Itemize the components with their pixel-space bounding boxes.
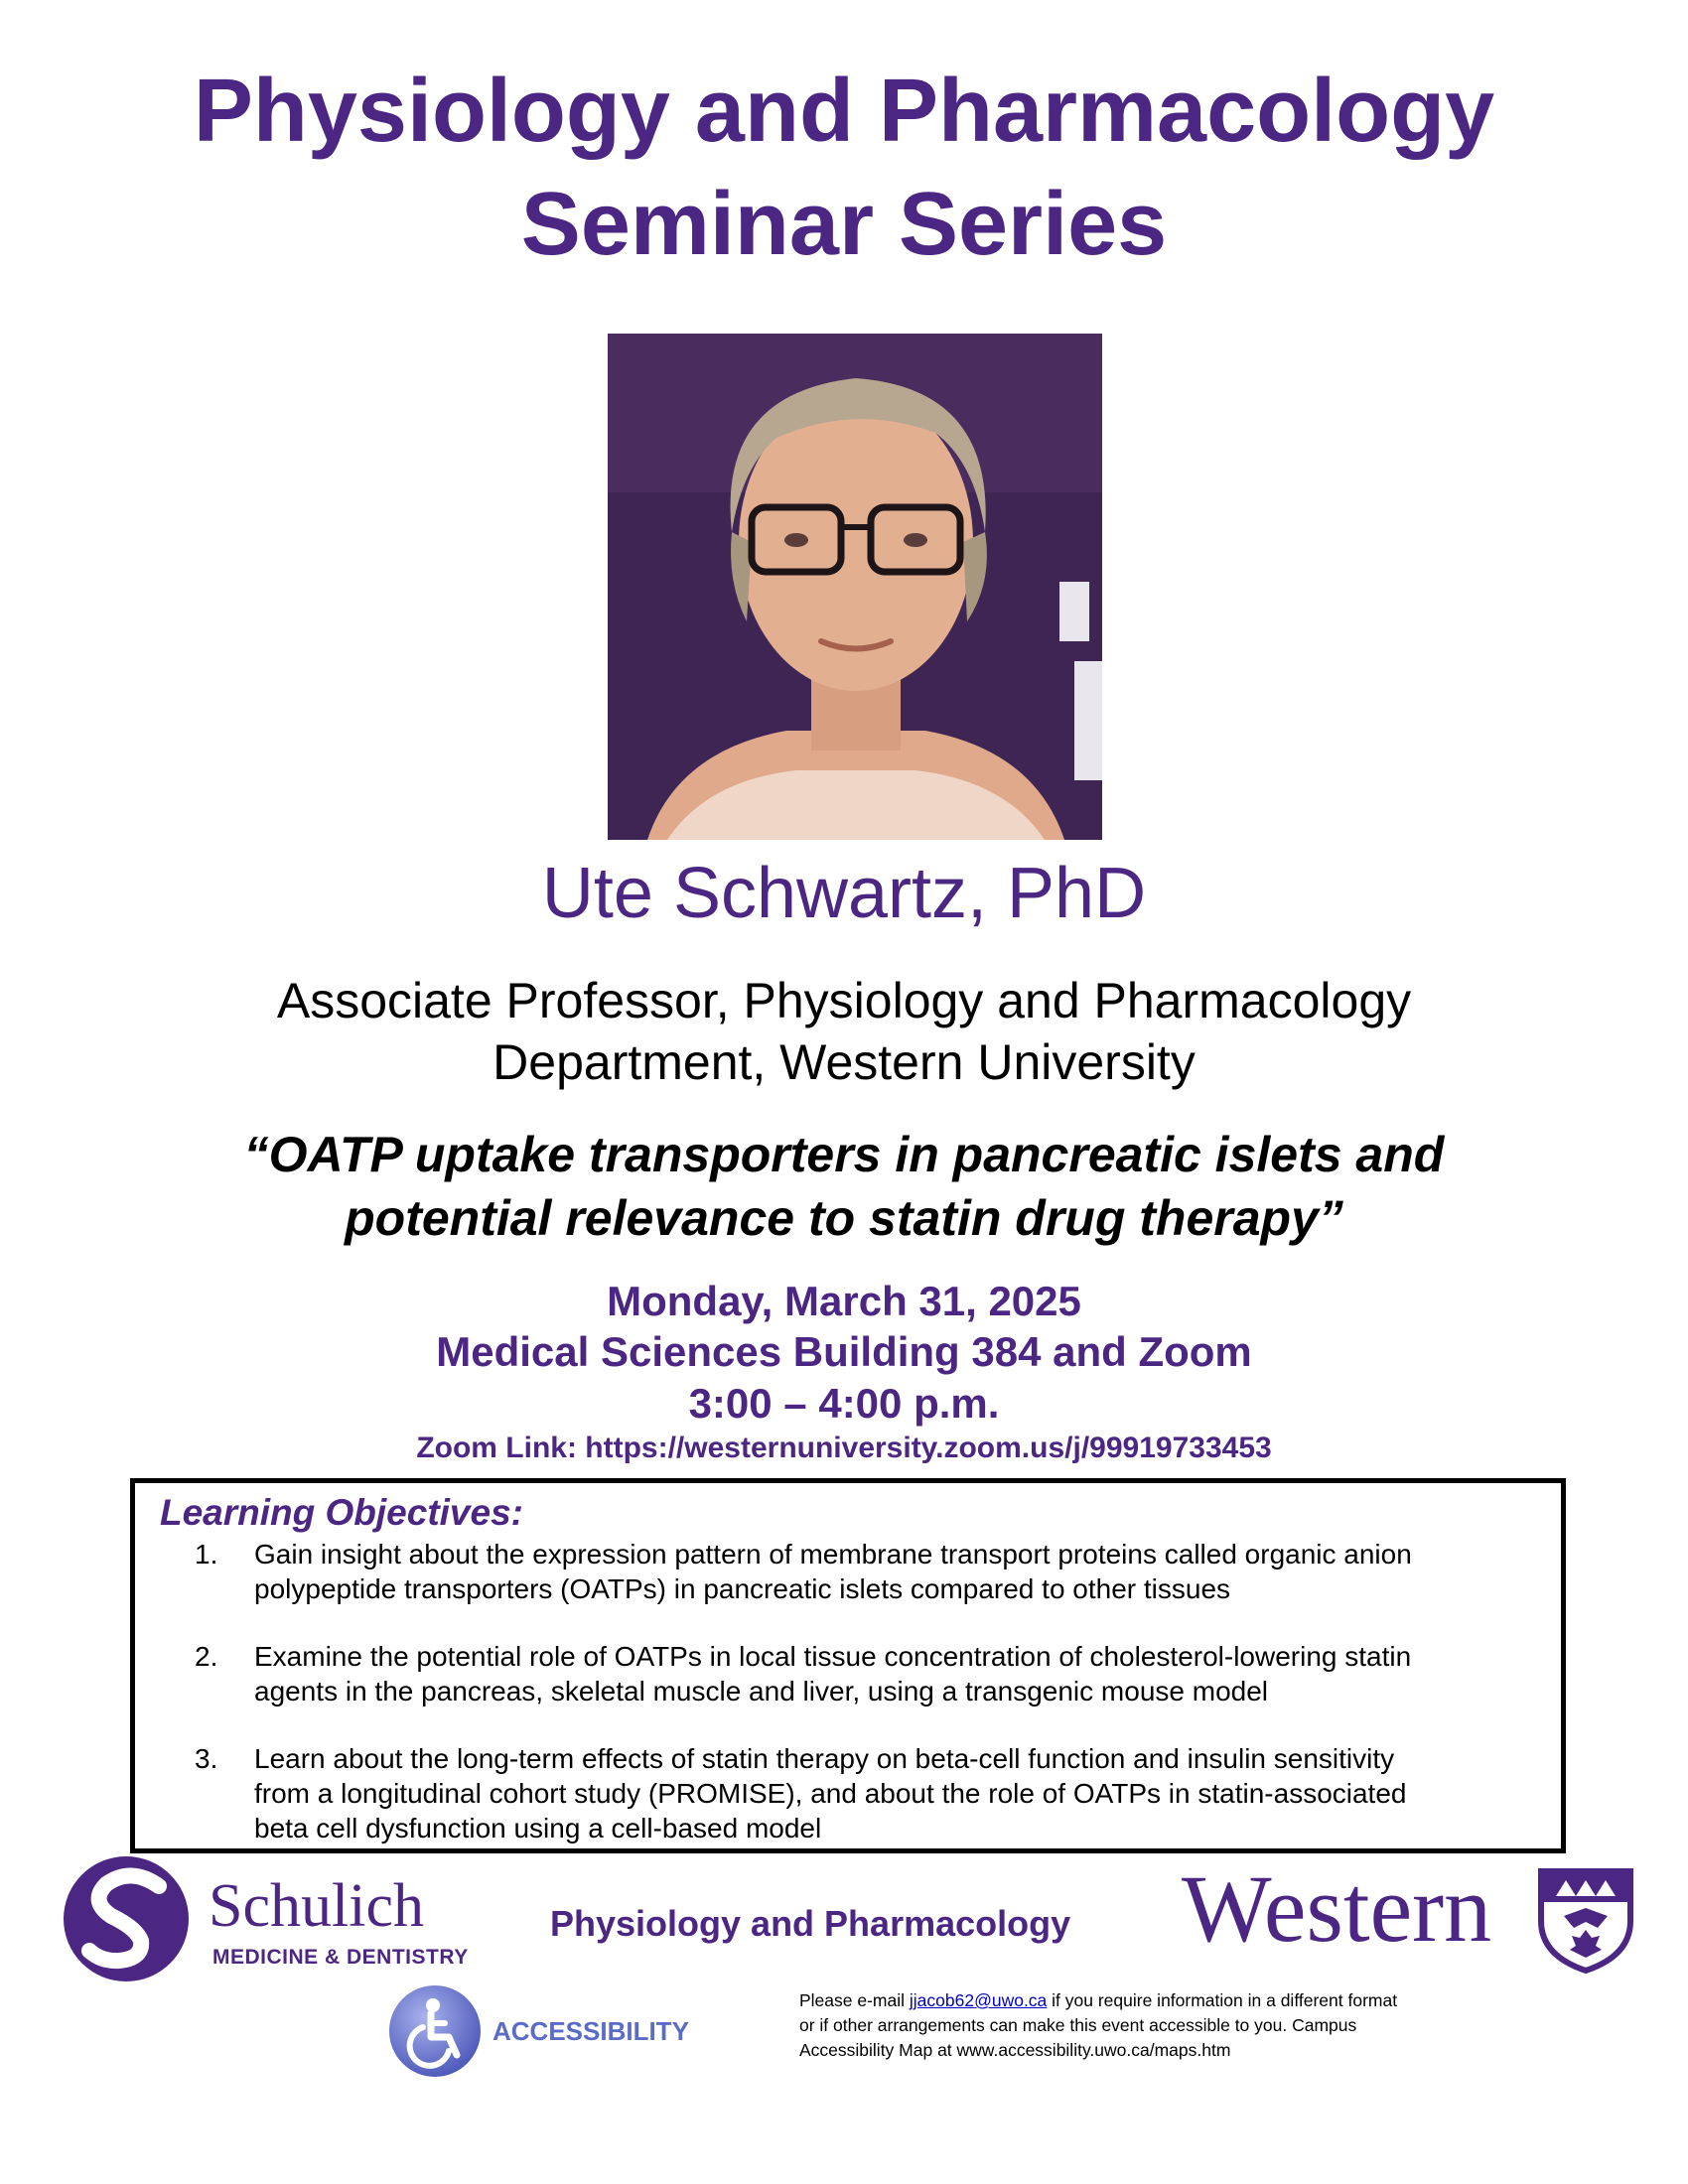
schulich-subtitle: MEDICINE & DENTISTRY	[212, 1946, 469, 1969]
accessibility-label: ACCESSIBILITY	[492, 2016, 689, 2046]
accessibility-icon	[387, 1983, 483, 2079]
note-line-3: Accessibility Map at www.accessibility.uwo.ca/maps.htm	[799, 2040, 1231, 2060]
objective-text-line: beta cell dysfunction using a cell-based model	[254, 1813, 822, 1843]
note-prefix: Please e-mail	[799, 1990, 910, 2010]
objective-number: 3.	[195, 1743, 218, 1774]
speaker-role-line-2: Department, Western University	[492, 1034, 1196, 1090]
western-wordmark: Western	[1182, 1855, 1492, 1962]
contact-email-link[interactable]: jjacob62@uwo.ca	[909, 1990, 1048, 2010]
objective-text-line: Examine the potential role of OATPs in local tissue concentration of cholesterol-lowering statin	[254, 1641, 1412, 1672]
note-line1-suffix: if you require information in a different format	[1047, 1990, 1398, 2010]
talk-title-line-1: “OATP uptake transporters in pancreatic islets and	[243, 1127, 1445, 1182]
event-time: 3:00 – 4:00 p.m.	[688, 1380, 1000, 1427]
objective-text-line: from a longitudinal cohort study (PROMISE), and about the role of OATPs in statin-associated	[254, 1778, 1407, 1809]
accessibility-note	[799, 1988, 1494, 2063]
speaker-photo	[608, 334, 1102, 840]
speaker-role-line-1: Associate Professor, Physiology and Pharmacology	[276, 973, 1412, 1028]
schulich-wordmark: Schulich	[209, 1872, 424, 1940]
learning-objectives-heading: Learning Objectives:	[160, 1492, 523, 1533]
zoom-link[interactable]: Zoom Link: https://westernuniversity.zoom.us/j/99919733453	[416, 1432, 1272, 1464]
note-line-2: or if other arrangements can make this event accessible to you. Campus	[799, 2015, 1357, 2035]
talk-title-line-2: potential relevance to statin drug therapy”	[345, 1190, 1343, 1246]
objective-text-line: agents in the pancreas, skeletal muscle and liver, using a transgenic mouse model	[254, 1676, 1269, 1706]
schulich-logo-icon	[62, 1856, 201, 1985]
event-date: Monday, March 31, 2025	[607, 1278, 1081, 1324]
objective-text-line: polypeptide transporters (OATPs) in pancreatic islets compared to other tissues	[254, 1573, 1231, 1604]
learning-objectives-box	[130, 1478, 1566, 1853]
page-title-line-2: Seminar Series	[520, 175, 1168, 274]
objective-text-line: Gain insight about the expression pattern of membrane transport proteins called organic anion	[254, 1539, 1412, 1570]
event-venue: Medical Sciences Building 384 and Zoom	[436, 1328, 1252, 1375]
objective-number: 2.	[195, 1641, 218, 1672]
speaker-name: Ute Schwartz, PhD	[541, 854, 1147, 933]
page-title-line-1: Physiology and Pharmacology	[193, 62, 1495, 161]
objective-text-line: Learn about the long-term effects of statin therapy on beta-cell function and insulin sensitivity	[254, 1743, 1395, 1774]
department-name: Physiology and Pharmacology	[550, 1903, 1071, 1944]
objective-number: 1.	[195, 1539, 218, 1570]
western-crest-icon	[1536, 1866, 1635, 1974]
